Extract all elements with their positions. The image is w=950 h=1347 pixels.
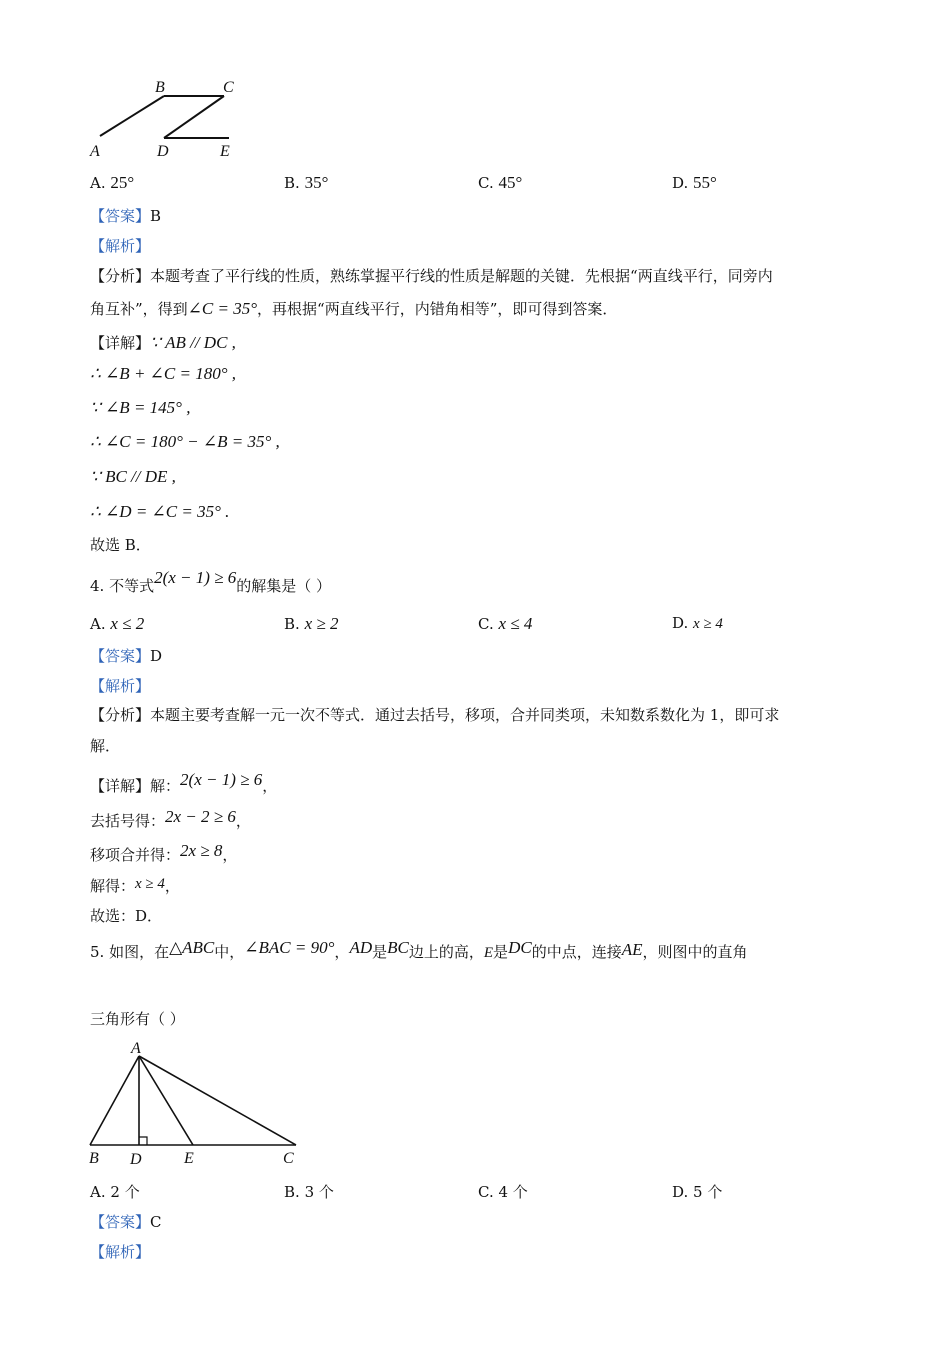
stem-text: 4. 不等式: [90, 577, 155, 595]
fenxi-text: 角互补”，得到: [90, 300, 188, 318]
q3-jiexi-tag: 【解析】: [90, 237, 151, 255]
step-label: 解得：: [90, 877, 136, 895]
q4-conclusion: 故选：D．: [90, 907, 163, 925]
label-d: D: [130, 1151, 142, 1168]
fenxi-tag: 【分析】: [90, 267, 151, 285]
option-value: x ≤ 4: [498, 614, 533, 633]
stem-text: 中，: [214, 943, 245, 961]
q4-option-b: [284, 614, 338, 634]
segment-ac: [139, 1056, 296, 1145]
answer-value: D: [150, 647, 163, 665]
q3-conclusion: 故选 B．: [90, 536, 151, 554]
q3-step-6: ∴ ∠D = ∠C = 35° .: [90, 502, 230, 521]
fenxi-tag: 【分析】: [90, 706, 151, 724]
stem-math: E: [483, 945, 494, 961]
step-end: ，: [262, 777, 278, 795]
step-math: x ≥ 4: [135, 876, 165, 892]
option-key: B.: [284, 174, 300, 192]
option-key: B.: [284, 1183, 300, 1201]
xiangjie-tag: 【详解】: [90, 334, 151, 352]
step-math: 2x ≥ 8: [180, 841, 223, 860]
stem-math: DC: [508, 938, 532, 957]
q3-fenxi-line2: [90, 299, 617, 319]
option-key: B.: [284, 615, 300, 633]
option-value: 55°: [693, 173, 717, 192]
fenxi-text: 本题考查了平行线的性质，熟练掌握平行线的性质是解题的关键．先根据“两直线平行，同旁内: [150, 267, 773, 285]
answer-tag: 【答案】: [90, 647, 151, 665]
option-value: x ≤ 2: [110, 614, 145, 633]
label-e: E: [220, 143, 230, 160]
option-value: 45°: [498, 173, 523, 192]
option-key: C.: [478, 615, 494, 633]
stem-text: 5. 如图，在: [90, 943, 170, 961]
option-value: x ≥ 4: [693, 616, 723, 632]
q4-step-1: [90, 770, 278, 796]
option-value: 3 个: [304, 1183, 334, 1201]
option-key: C.: [478, 1183, 494, 1201]
stem-text: 是: [372, 943, 388, 961]
q5-stem-line2: 三角形有（ ）: [90, 1010, 185, 1028]
label-a: A: [90, 143, 100, 160]
segment-ab: [90, 1056, 139, 1145]
stem-math: AE: [621, 940, 643, 959]
step-label: 移项合并得：: [90, 846, 181, 864]
option-value: x ≥ 2: [304, 614, 339, 633]
step-end: ，: [164, 877, 180, 895]
stem-text: ，则图中的直角: [642, 943, 748, 961]
q3-option-c: [478, 173, 522, 193]
step-label: 去括号得：: [90, 812, 166, 830]
answer-value: B: [150, 207, 162, 225]
figure-parallel-lines: [86, 74, 246, 160]
segment-cd: [164, 96, 224, 138]
option-key: A.: [90, 615, 106, 633]
label-c: C: [223, 79, 234, 96]
q4-step-4: [90, 876, 180, 897]
q4-option-a: [90, 614, 144, 634]
right-angle-mark: [139, 1137, 147, 1145]
label-c: C: [283, 1150, 294, 1167]
option-key: D.: [672, 614, 689, 632]
fenxi-text: ，再根据“两直线平行，内错角相等”，即可得到答案．: [257, 300, 618, 318]
q3-answer: [90, 206, 161, 226]
option-value: 35°: [304, 173, 329, 192]
label-b: B: [89, 1150, 99, 1167]
stem-math: △ABC: [169, 938, 215, 957]
q3-fenxi-line1: [90, 266, 773, 286]
q3-option-a: [90, 173, 134, 193]
q4-step-3: [90, 841, 238, 865]
q4-fenxi-line1: [90, 705, 779, 725]
stem-math: 2(x − 1) ≥ 6: [154, 568, 237, 587]
q5-option-d: [672, 1181, 722, 1202]
option-key: D.: [672, 1183, 689, 1201]
stem-text: 的解集是（ ）: [236, 577, 332, 595]
q3-step-3: ∵ ∠B = 145° ,: [90, 398, 191, 417]
xiangjie-tag: 【详解】: [90, 777, 151, 795]
option-key: A.: [90, 174, 106, 192]
segment-ae: [139, 1056, 193, 1145]
stem-text: 的中点，连接: [531, 943, 622, 961]
label-d: D: [157, 143, 169, 160]
option-value: 25°: [110, 173, 135, 192]
q4-fenxi-line2: 解．: [90, 737, 121, 755]
label-b: B: [155, 79, 165, 96]
answer-tag: 【答案】: [90, 1213, 151, 1231]
stem-text: 边上的高，: [408, 943, 484, 961]
step-end: ，: [235, 812, 251, 830]
q5-answer: [90, 1212, 162, 1232]
answer-tag: 【答案】: [90, 207, 151, 225]
stem-math: ∠BAC = 90°: [244, 938, 335, 957]
answer-value: C: [150, 1213, 162, 1231]
step-end: ，: [222, 846, 238, 864]
option-key: D.: [672, 174, 689, 192]
option-value: 4 个: [498, 1183, 528, 1201]
segment-ab: [100, 96, 164, 136]
option-value: 2 个: [110, 1183, 140, 1201]
figure-triangle: [84, 1036, 306, 1170]
q3-option-d: [672, 173, 717, 193]
q5-option-b: [284, 1181, 334, 1202]
step-math: ∵ AB // DC ,: [150, 333, 236, 352]
option-key: C.: [478, 174, 494, 192]
option-value: 5 个: [693, 1183, 723, 1201]
q3-step-4: ∴ ∠C = 180° − ∠B = 35° ,: [90, 432, 280, 451]
q5-stem-line1: [90, 938, 748, 963]
stem-text: 是: [493, 943, 509, 961]
q3-step-5: ∵ BC // DE ,: [90, 467, 176, 486]
label-a: A: [131, 1040, 141, 1057]
q4-answer: [90, 646, 162, 666]
q3-step-2: ∴ ∠B + ∠C = 180° ,: [90, 364, 237, 383]
q4-option-d: [672, 614, 723, 633]
q4-step-2: [90, 807, 251, 831]
q3-step-1: [90, 333, 236, 353]
q5-option-c: [478, 1181, 528, 1202]
q5-option-a: [90, 1181, 140, 1202]
step-label: 解：: [150, 777, 181, 795]
stem-text: ，: [334, 943, 350, 961]
step-math: 2x − 2 ≥ 6: [165, 807, 236, 826]
option-key: A.: [90, 1183, 106, 1201]
fenxi-math: ∠C = 35°: [187, 299, 258, 318]
q4-jiexi-tag: 【解析】: [90, 677, 151, 695]
stem-math: BC: [387, 938, 409, 957]
q5-jiexi-tag: 【解析】: [90, 1243, 151, 1261]
step-math: 2(x − 1) ≥ 6: [180, 770, 263, 789]
fenxi-text: 本题主要考查解一元一次不等式．通过去括号，移项，合并同类项，未知数系数化为 1，即可求: [150, 706, 780, 724]
q4-stem: [90, 568, 332, 596]
q4-option-c: [478, 614, 532, 634]
label-e: E: [184, 1150, 194, 1167]
stem-math: AD: [349, 938, 373, 957]
q3-option-b: [284, 173, 328, 193]
